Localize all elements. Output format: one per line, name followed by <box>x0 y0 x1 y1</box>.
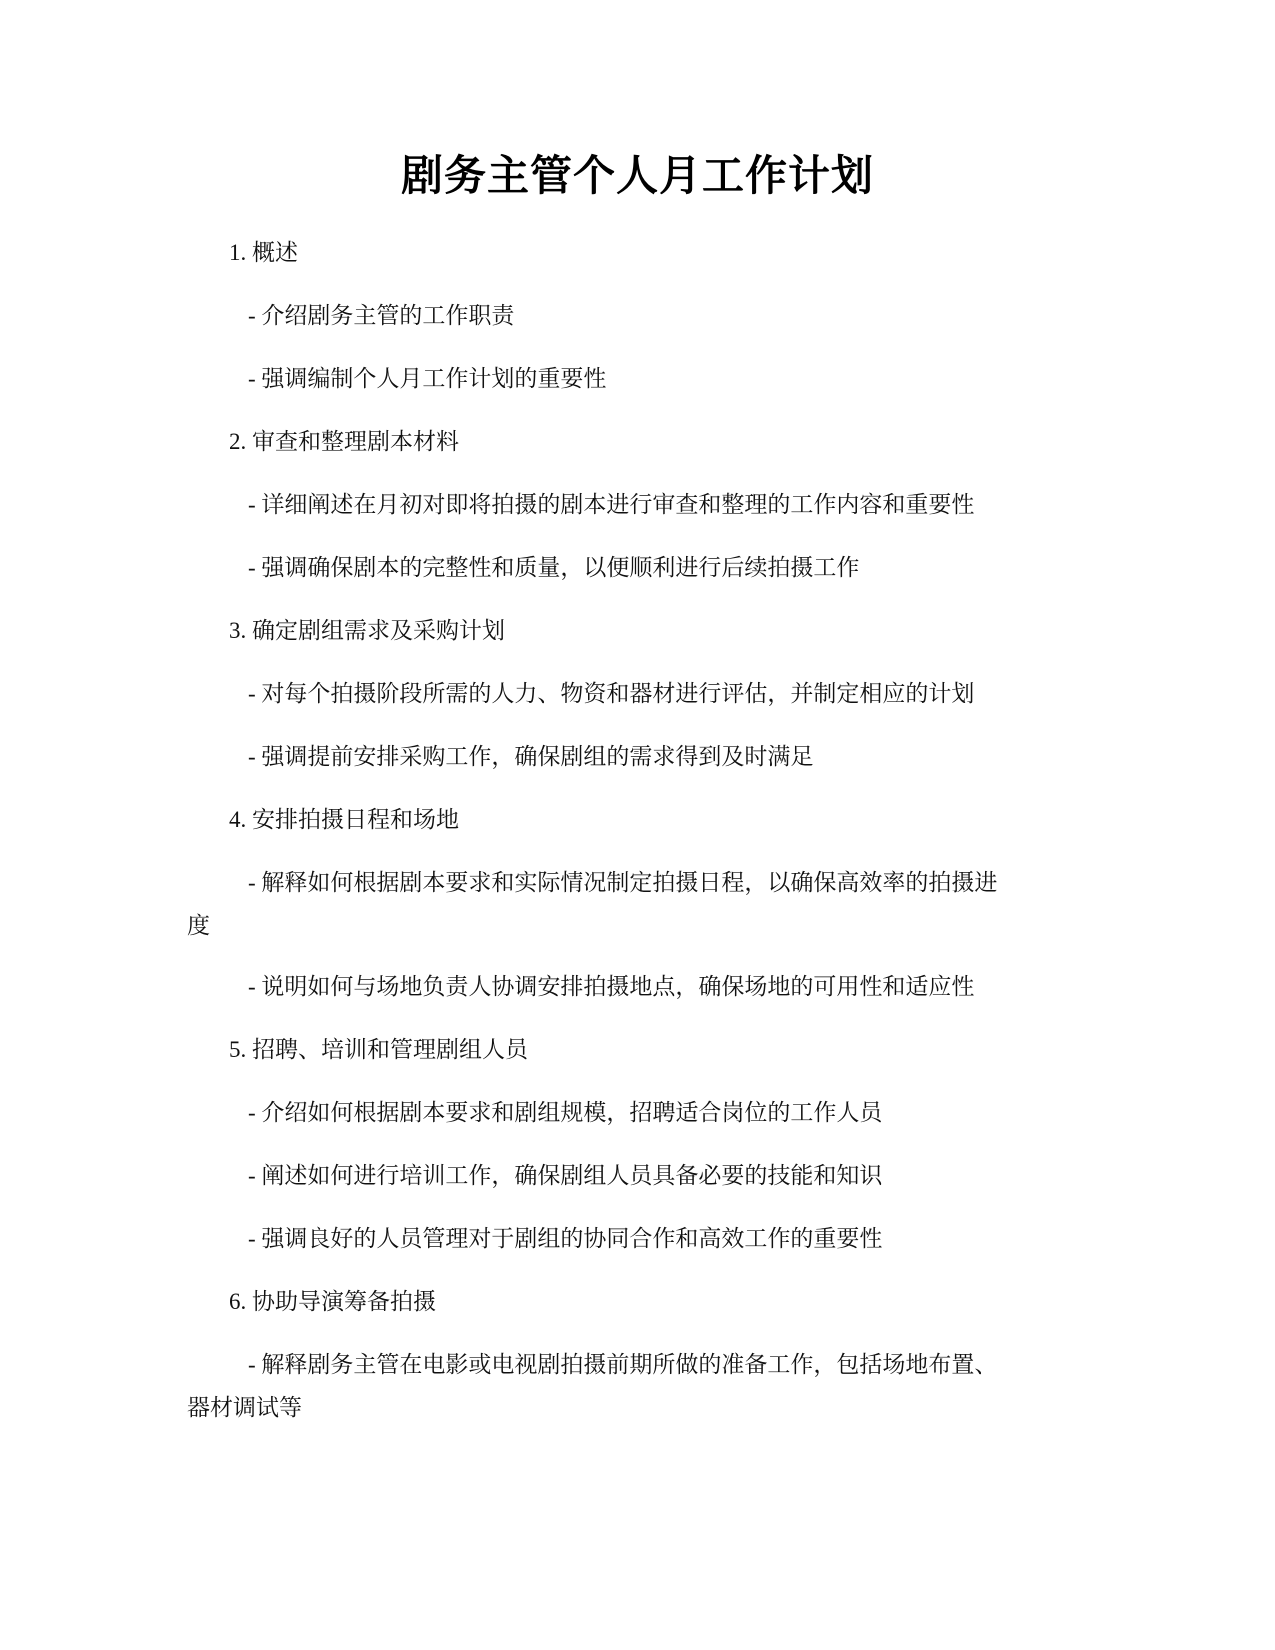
bullet-item: - 强调良好的人员管理对于剧组的协同合作和高效工作的重要性 <box>248 1226 883 1251</box>
section-heading: 2. 审查和整理剧本材料 <box>229 429 459 454</box>
bullet-item: - 强调确保剧本的完整性和质量，以便顺利进行后续拍摄工作 <box>248 555 860 580</box>
section-heading: 6. 协助导演筹备拍摄 <box>229 1289 436 1314</box>
bullet-item: - 介绍剧务主管的工作职责 <box>248 303 515 328</box>
bullet-item-continuation: 器材调试等 <box>187 1395 302 1420</box>
section-heading: 5. 招聘、培训和管理剧组人员 <box>229 1037 528 1062</box>
section-heading: 1. 概述 <box>229 240 298 265</box>
bullet-item: - 说明如何与场地负责人协调安排拍摄地点，确保场地的可用性和适应性 <box>248 974 975 999</box>
bullet-item: - 解释剧务主管在电影或电视剧拍摄前期所做的准备工作，包括场地布置、 <box>248 1352 998 1377</box>
bullet-item: - 强调编制个人月工作计划的重要性 <box>248 366 607 391</box>
bullet-item-continuation: 度 <box>187 913 210 938</box>
bullet-item: - 介绍如何根据剧本要求和剧组规模，招聘适合岗位的工作人员 <box>248 1100 883 1125</box>
bullet-item: - 解释如何根据剧本要求和实际情况制定拍摄日程，以确保高效率的拍摄进 <box>248 870 998 895</box>
bullet-item: - 强调提前安排采购工作，确保剧组的需求得到及时满足 <box>248 744 814 769</box>
bullet-item: - 阐述如何进行培训工作，确保剧组人员具备必要的技能和知识 <box>248 1163 883 1188</box>
page-title: 剧务主管个人月工作计划 <box>400 151 874 200</box>
section-heading: 3. 确定剧组需求及采购计划 <box>229 618 505 643</box>
bullet-item: - 对每个拍摄阶段所需的人力、物资和器材进行评估，并制定相应的计划 <box>248 681 975 706</box>
section-heading: 4. 安排拍摄日程和场地 <box>229 807 459 832</box>
bullet-item: - 详细阐述在月初对即将拍摄的剧本进行审查和整理的工作内容和重要性 <box>248 492 975 517</box>
